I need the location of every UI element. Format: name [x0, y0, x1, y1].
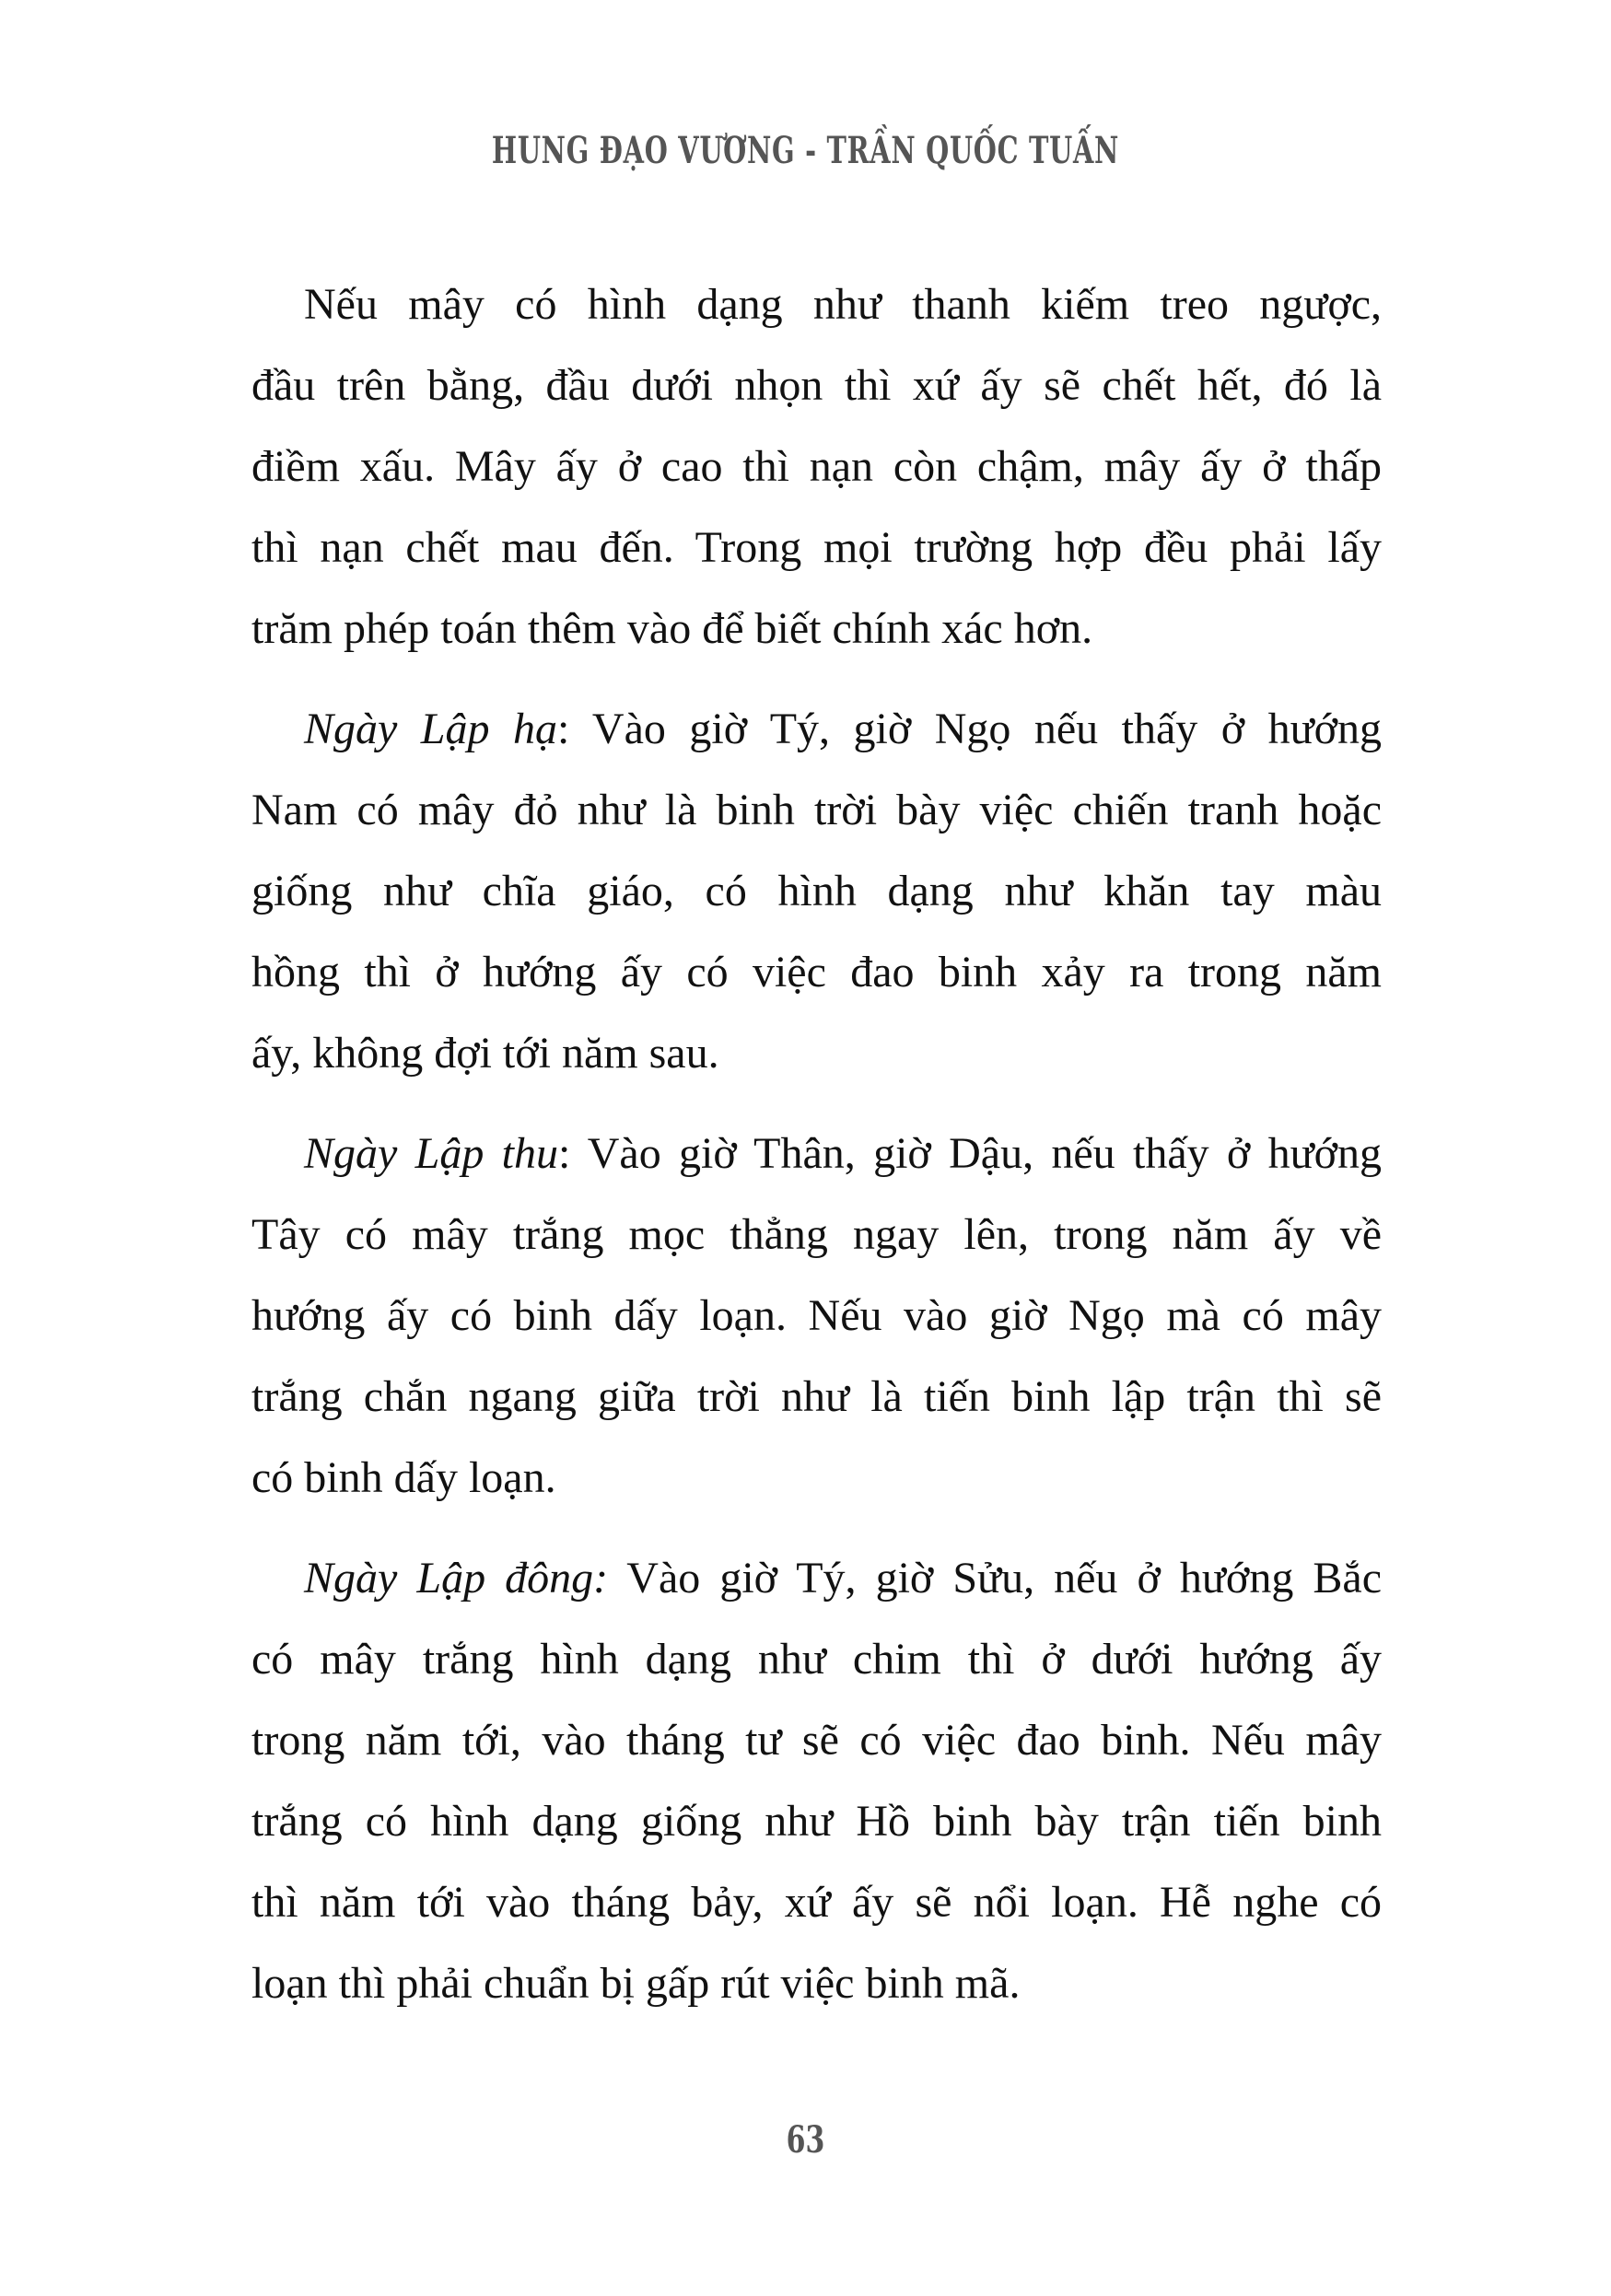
line-text: ấy, không đợi tới năm sau.: [251, 1029, 719, 1078]
line-text: Tây có mây trắng mọc thẳng ngay lên, trong năm ấy về: [251, 1210, 1382, 1259]
text-line: [251, 851, 1382, 932]
text-line: [251, 1943, 1382, 2024]
line-text: trăm phép toán thêm vào để biết chính xác hơn.: [251, 604, 1093, 653]
text-line: [251, 1619, 1382, 1700]
line-text: trắng chắn ngang giữa trời như là tiến binh lập trận thì sẽ: [251, 1372, 1382, 1421]
text-line: [251, 1781, 1382, 1862]
text-line: [251, 1113, 1382, 1195]
italic-lead: Ngày Lập đông:: [304, 1554, 609, 1603]
text-line: [251, 1013, 1382, 1094]
text-line: [251, 589, 1382, 670]
running-header: HUNG ĐẠO VƯƠNG - TRẦN QUỐC TUẤN: [491, 129, 1120, 172]
line-text: thì năm tới vào tháng bảy, xứ ấy sẽ nổi loạn. Hễ nghe có: [251, 1878, 1382, 1927]
italic-lead: Ngày Lập hạ: [304, 705, 557, 753]
line-text: đầu trên bằng, đầu dưới nhọn thì xứ ấy sẽ chết hết, đó là: [251, 361, 1382, 410]
paragraph: [251, 264, 1382, 670]
line-text: : Vào giờ Tý, giờ Ngọ nếu thấy ở hướng: [556, 705, 1383, 753]
text-line: [251, 1862, 1382, 1943]
page-number: 63: [786, 2118, 825, 2162]
line-text: giống như chĩa giáo, có hình dạng như khăn tay màu: [251, 867, 1382, 915]
text-line: [251, 1357, 1382, 1438]
text-line: [251, 1538, 1382, 1619]
line-text: có mây trắng hình dạng như chim thì ở dưới hướng ấy: [251, 1635, 1382, 1684]
text-line: [251, 1276, 1382, 1357]
text-line: [251, 264, 1382, 345]
line-text: trắng có hình dạng giống như Hồ binh bày trận tiến binh: [251, 1797, 1382, 1846]
text-line: [251, 1700, 1382, 1781]
text-line: [251, 507, 1382, 589]
line-text: điềm xấu. Mây ấy ở cao thì nạn còn chậm, mây ấy ở thấp: [251, 442, 1382, 491]
text-line: [251, 689, 1382, 770]
page-body: [251, 264, 1382, 2044]
line-text: : Vào giờ Thân, giờ Dậu, nếu thấy ở hướng: [557, 1129, 1383, 1178]
line-text: có binh dấy loạn.: [251, 1453, 556, 1502]
line-text: loạn thì phải chuẩn bị gấp rút việc binh mã.: [251, 1959, 1021, 2008]
paragraph: [251, 1113, 1382, 1519]
line-text: Nam có mây đỏ như là binh trời bày việc chiến tranh hoặc: [251, 786, 1382, 834]
text-line: [251, 932, 1382, 1013]
paragraph: [251, 689, 1382, 1094]
line-text: hồng thì ở hướng ấy có việc đao binh xảy ra trong năm: [251, 948, 1382, 996]
text-line: [251, 426, 1382, 507]
paragraph: [251, 1538, 1382, 2024]
line-text: Vào giờ Tý, giờ Sửu, nếu ở hướng Bắc: [608, 1554, 1382, 1603]
text-line: [251, 770, 1382, 851]
line-text: hướng ấy có binh dấy loạn. Nếu vào giờ Ngọ mà có mây: [251, 1291, 1382, 1340]
line-text: trong năm tới, vào tháng tư sẽ có việc đao binh. Nếu mây: [251, 1716, 1382, 1765]
line-text: Nếu mây có hình dạng như thanh kiếm treo ngược,: [304, 280, 1382, 329]
text-line: [251, 1195, 1382, 1276]
italic-lead: Ngày Lập thu: [304, 1129, 558, 1178]
text-line: [251, 345, 1382, 426]
line-text: thì nạn chết mau đến. Trong mọi trường hợp đều phải lấy: [251, 523, 1382, 572]
text-line: [251, 1438, 1382, 1519]
